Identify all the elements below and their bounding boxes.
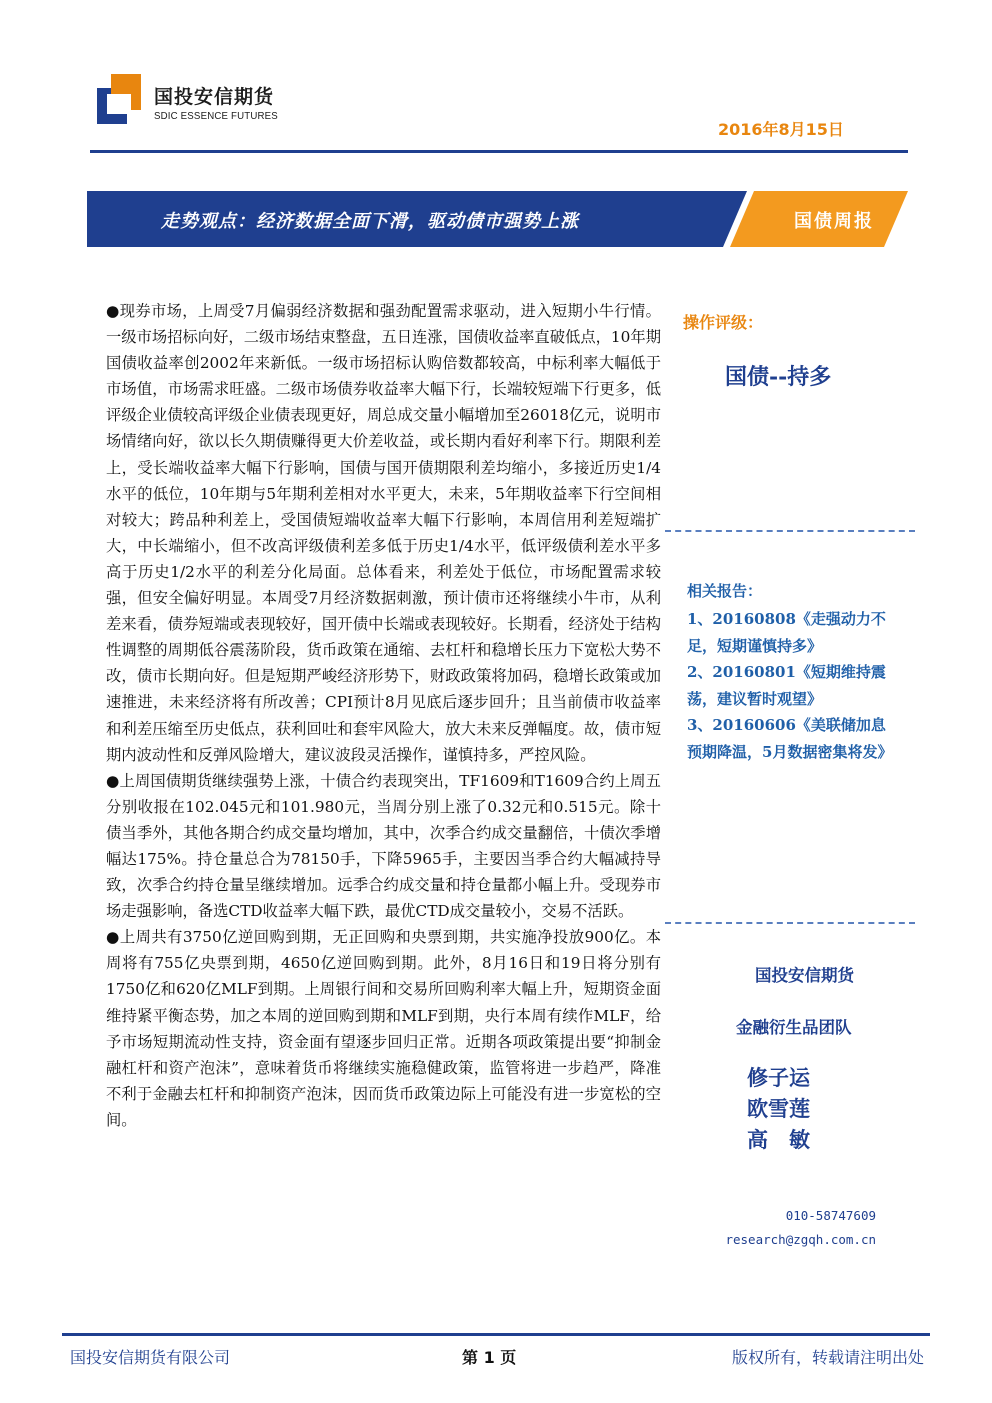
- footer-copyright: 版权所有，转载请注明出处: [731, 1348, 924, 1367]
- body-paragraph: ●现券市场，上周受7月偏弱经济数据和强劲配置需求驱动，进入短期小牛行情。一级市场招标向好，二级市场结束整盘，五日连涨，国债收益率直破低点，10年期国债收益率创2002年来新低。一级市场招标认购倍数都较高，中标利率大幅低于市场值，市场需求旺盛。二级市场债券收益率大幅下行，长端较短端下行更多，低评级企业债较高评级企业债表现更好，周总成交量小幅增加至26018亿元，说明市场情绪向好，欲以长久期债赚得更大价差收益，或长期内看好利率下行。期限利差上，受长端收益率大幅下行影响，国债与国开债期限利差均缩小，多接近历史1/4水平的低位，10年期与5年期利差相对水平更大，未来，5年期收益率下行空间相对较大；跨品种利差上，受国债短端收益率大幅下行影响，本周信用利差短端扩大，中长端缩小，但不改高评级债利差多低于历史1/4水平，低评级债利差水平多高于历史1/2水平的利差分化局面。总体看来，利差处于低位，市场配置需求较强，但安全偏好明显。本周受7月经济数据刺激，预计债市还将继续小牛市，从利差来看，债券短端或表现较好，国开债中长端或表现较好。长期看，经济处于结构性调整的周期低谷震荡阶段，货币政策在通缩、去杠杆和稳增长压力下宽松大势不改，债市长期向好。但是短期严峻经济形势下，财政政策将加码，稳增长政策或加速推进，未来经济将有所改善；CPI预计8月见底后逐步回升；且当前债市收益率和利差压缩至历史低点，获利回吐和套牢风险大，放大未来反弹幅度。故，债市短期内波动性和反弹风险增大，建议波段灵活操作，谨慎持多，严控风险。: [106, 302, 661, 764]
- related-reports-label: 相关报告：: [687, 582, 763, 600]
- team-company: 国投安信期货: [755, 966, 854, 985]
- sidebar-divider: [665, 922, 915, 924]
- bullet-icon: ●: [106, 302, 120, 320]
- related-report-link[interactable]: 1、20160808《走强动力不足，短期谨慎持多》: [687, 610, 886, 655]
- company-logo: [97, 74, 297, 126]
- report-body: [106, 298, 661, 1133]
- report-date: 2016年8月15日: [718, 120, 844, 139]
- operation-rating-label: 操作评级：: [683, 313, 764, 332]
- report-category-tag: 国债周报: [794, 211, 874, 232]
- logo-text-en: SDIC ESSENCE FUTURES: [154, 110, 278, 122]
- operation-rating-value: 国债--持多: [725, 364, 832, 390]
- related-report-link[interactable]: 2、20160801《短期维持震荡，建议暂时观望》: [687, 663, 886, 708]
- sidebar: [665, 290, 915, 1290]
- title-banner: [87, 191, 908, 247]
- analyst-list: [747, 1062, 810, 1155]
- logo-mark-icon: [97, 74, 141, 124]
- body-paragraph: ●上周国债期货继续强势上涨，十债合约表现突出，TF1609和T1609合约上周五分别收报在102.045元和101.980元，当周分别上涨了0.32元和0.515元。除十债当季外，其他各期合约成交量均增加，其中，次季合约成交量翻倍，十债次季增幅达175%。持仓量总合为78150手，下降5965手，主要因当季合约大幅减持导致，次季合约持仓量呈继续增加。远季合约成交量和持仓量都小幅上升。受现券市场走强影响，备选CTD收益率大幅下跌，最优CTD成交量较小，交易不活跃。: [106, 771, 661, 921]
- contact-email[interactable]: research@zgqh.com.cn: [725, 1232, 876, 1247]
- page-number: 第 1 页: [462, 1348, 517, 1367]
- header-divider: [90, 150, 908, 153]
- report-headline: 走势观点：经济数据全面下滑，驱动债市强势上涨: [161, 211, 579, 232]
- footer-divider: [62, 1333, 930, 1336]
- contact-phone: 010-58747609: [785, 1208, 876, 1223]
- logo-text-cn: 国投安信期货: [154, 86, 275, 108]
- analyst-name: 修子运: [747, 1065, 810, 1090]
- footer-company: 国投安信期货有限公司: [70, 1348, 231, 1367]
- bullet-icon: ●: [106, 928, 120, 947]
- related-report-link[interactable]: 3、20160606《美联储加息预期降温，5月数据密集将发》: [687, 716, 893, 761]
- team-department: 金融衍生品团队: [736, 1018, 852, 1037]
- sidebar-divider: [665, 530, 915, 532]
- body-paragraph: ●上周共有3750亿逆回购到期，无正回购和央票到期，共实施净投放900亿。本周将有755亿央票到期，4650亿逆回购到期。此外，8月16日和19日将分别有1750亿和620亿MLF到期。上周银行间和交易所回购利率大幅上升，短期资金面维持紧平衡态势，加之本周的逆回购到期和MLF到期，央行本周有续作MLF，给予市场短期流动性支持，资金面有望逐步回归正常。近期各项政策提出要“抑制金融杠杆和资产泡沫”，意味着货币将继续实施稳健政策，监管将进一步趋严，降准不利于金融去杠杆和抑制资产泡沫，因而货币政策边际上可能没有进一步宽松的空间。: [106, 928, 661, 1129]
- analyst-name: 欧雪莲: [747, 1096, 810, 1121]
- related-reports-list: [687, 606, 893, 765]
- bullet-icon: ●: [106, 771, 120, 790]
- analyst-name: 高 敏: [747, 1127, 810, 1152]
